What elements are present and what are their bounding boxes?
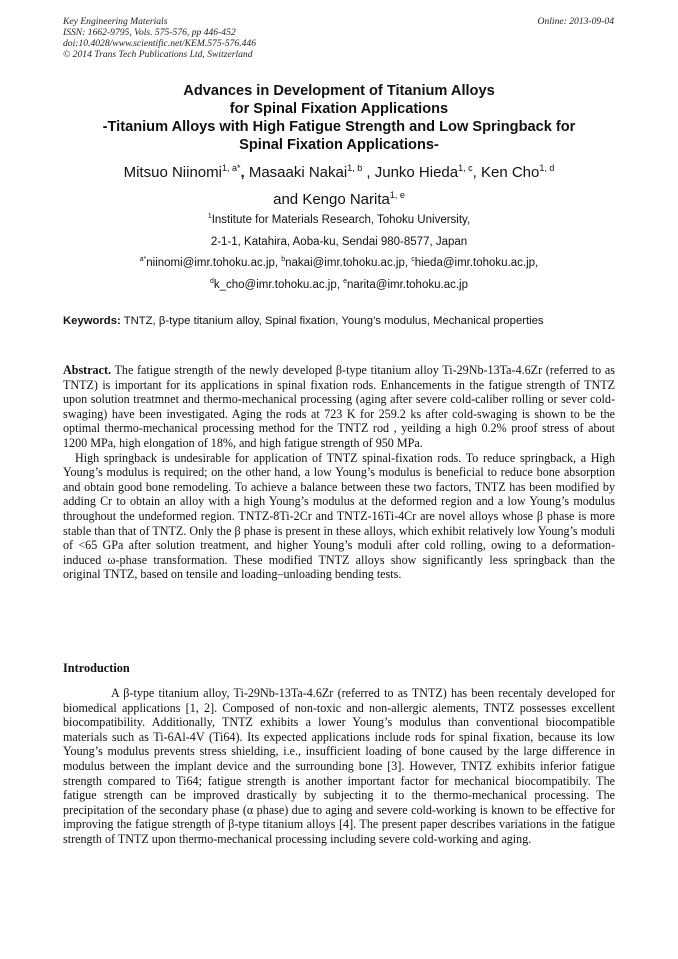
email-link[interactable]: hieda@imr.tohoku.ac.jp, <box>414 257 539 269</box>
introduction-heading: Introduction <box>63 661 130 675</box>
author-affil-sup: 1, d <box>539 163 555 173</box>
online-date: Online: 2013-09-04 <box>537 16 614 27</box>
author-separator: , <box>472 164 481 181</box>
author-name: Mitsuo Niinomi <box>123 164 222 181</box>
email-link[interactable]: k_cho@imr.tohoku.ac.jp, <box>213 278 344 291</box>
copyright-line: © 2014 Trans Tech Publications Ltd, Switzerland <box>63 49 253 60</box>
journal-name: Key Engineering Materials <box>63 16 168 27</box>
keywords-line <box>63 314 623 329</box>
title-line-1: Advances in Development of Titanium Alloys <box>183 83 495 99</box>
email-sup: c <box>411 256 415 264</box>
email-line-2 <box>40 275 638 297</box>
email-link[interactable]: narita@imr.tohoku.ac.jp <box>347 278 468 291</box>
introduction-section <box>63 686 615 847</box>
email-line-1 <box>40 253 638 275</box>
author-line-2 <box>40 186 638 213</box>
author-name: Masaaki Nakai <box>248 164 348 181</box>
abstract-label: Abstract. <box>63 363 112 377</box>
title-line-2: for Spinal Fixation Applications <box>229 101 449 117</box>
author-affil-sup: 1, e <box>389 190 405 200</box>
abstract-section <box>63 363 615 582</box>
abstract-paragraph-1 <box>63 363 615 451</box>
title-line-3: -Titanium Alloys with High Fatigue Strength and Low Springback for <box>102 119 576 135</box>
author-separator: , <box>362 164 375 181</box>
author-line-1 <box>40 159 638 186</box>
affiliation-address: 2-1-1, Katahira, Aoba-ku, Sendai 980-8577, Japan <box>210 235 468 248</box>
email-sup: e <box>343 277 347 285</box>
issn-line: ISSN: 1662-9795, Vols. 575-576, pp 446-452 <box>63 27 236 38</box>
email-sup: a* <box>139 256 147 264</box>
author-list <box>40 159 638 213</box>
paper-title <box>40 82 638 154</box>
author-separator: , <box>240 164 249 181</box>
author-affil-sup: 1, a* <box>221 163 241 173</box>
introduction-paragraph-1: A β-type titanium alloy, Ti-29Nb-13Ta-4.6Zr (referred to as TNTZ) has been recentaly developed for biomedical applications [1, 2]. Composed of non-toxic and non-allergic alements, TNTZ possesses excellent biocompatibility. Additionally, TNTZ exhibits a lower Young’s modulus than conventional biocompatible materials such as Ti-6Al-4V (Ti64). Its expected applications include rods for spinal fixation, because its low Young’s modulus prevents stress shielding, i.e., insufficient loading of bone caused by the large difference in modulus between the implant device and the surrounding bone [3]. However, TNTZ exhibits inferior fatigue strength compared to Ti64; fatigue strength is another important factor for mechanical biocompatibily. The fatigue strength can be improved drastically by subjecting it to the thermo-mechanical processing. The precipitation of the secondary phase (α phase) due to aging and severe cold-working is known to be effective for improving the fatigue strength of β-type titanium alloys [4]. The present paper describes variations in the fatigue strength of TNTZ upon thermo-mechanical processing including severe cold-working and aging. <box>63 686 615 846</box>
affil-sup: 1 <box>207 213 212 221</box>
author-name: Junko Hieda <box>374 164 459 181</box>
abstract-text-1: The fatigue strength of the newly developed β-type titanium alloy Ti-29Nb-13Ta-4.6Zr (referred to as TNTZ) is important for its applications in spinal fixation rods. Enhancements in the fatigue strength of TNTZ upon solution treatmnet and thermo-mechanical processing (aging after severe cold-caliber rolling or sever cold-swaging) have been investigated. Aging the rods at 723 K for 259.2 ks after cold-swaging is shown to be the optimal thermo-mechanical processing method for the TNTZ rod , yeilding a high 0.2% proof stress of about 1200 MPa, high elongation of 18%, and high fatigue strength of 950 MPa. <box>63 363 615 450</box>
keywords-label: Keywords: <box>63 315 121 327</box>
author-and: and <box>273 191 303 208</box>
abstract-paragraph-2: High springback is undesirable for application of TNTZ spinal-fixation rods. To reduce springback, a High Young’s modulus is required; on the other hand, a low Young’s modulus is beneficial to reduce bone absorption and obtain good bone remodeling. To achieve a balance between these two factors, TNTZ has been modified by adding Cr to obtain an alloy with a high Young’s modulus at the deformed region and a low Young’s modulus throughout the undeformed region. TNTZ-8Ti-2Cr and TNTZ-16Ti-4Cr are novel alloys whose β phase is more stable than that of TNTZ. Only the β phase is present in these alloys, which exhibit relatively low Young’s moduli of <65 GPa after solution treatment, and higher Young’s moduli after cold rolling, owing to a deformation-induced ω-phase transformation. These modified TNTZ alloys show significantly less springback than the original TNTZ, based on tensile and loading–unloading bending tests. <box>63 450 615 582</box>
title-line-4: Spinal Fixation Applications- <box>239 137 439 153</box>
affiliation-block <box>40 210 638 296</box>
author-name: Kengo Narita <box>302 191 390 208</box>
affiliation-institute <box>40 210 638 232</box>
institute-name: Institute for Materials Research, Tohoku University, <box>211 214 471 226</box>
author-affil-sup: 1, c <box>458 163 473 173</box>
email-sup: b <box>281 256 286 264</box>
author-name: Ken Cho <box>480 164 540 181</box>
email-link[interactable]: nakai@imr.tohoku.ac.jp, <box>285 257 412 269</box>
keywords-text: TNTZ, β-type titanium alloy, Spinal fixation, Young’s modulus, Mechanical properties <box>120 315 544 327</box>
doi-line[interactable]: doi:10.4028/www.scientific.net/KEM.575-576.446 <box>63 38 257 49</box>
journal-header <box>63 16 256 60</box>
author-affil-sup: 1, b <box>347 163 363 173</box>
email-link[interactable]: niinomi@imr.tohoku.ac.jp, <box>146 257 282 269</box>
email-sup: d <box>210 277 214 285</box>
